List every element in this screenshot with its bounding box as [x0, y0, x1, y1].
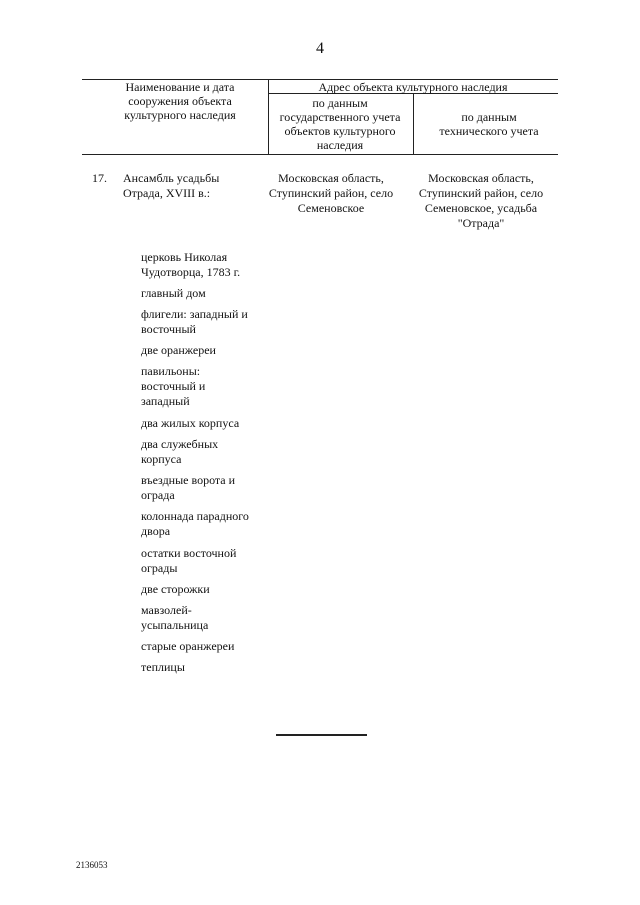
header-technical-record: по данным технического учета — [439, 110, 539, 138]
header-address: Адрес объекта культурного наследия — [318, 80, 508, 94]
component-item: теплицы — [141, 660, 185, 674]
component-item: две оранжереи — [141, 343, 216, 357]
address-technical-record: Московская область, Ступинский район, село Семеновское, усадьба "Отрада" — [418, 171, 544, 230]
end-separator — [276, 734, 367, 736]
header-state-record: по данным государственного учета объектов культурного наследия — [279, 96, 401, 152]
object-name: Ансамбль усадьбы Отрада, XVIII в.: — [123, 171, 220, 200]
document-id: 2136053 — [76, 860, 108, 870]
component-item: старые оранжереи — [141, 639, 235, 653]
component-item: мавзолей-усыпальница — [141, 603, 209, 632]
component-item: церковь Николая Чудотворца, 1783 г. — [141, 250, 241, 279]
component-item: два служебных корпуса — [141, 437, 219, 466]
header-divider-sub — [413, 93, 414, 154]
address-state-record: Московская область, Ступинский район, село Семеновское — [268, 171, 394, 215]
component-item: две сторожки — [141, 582, 210, 596]
table-header-bottom-rule — [82, 154, 558, 155]
component-item: павильоны: восточный и западный — [141, 364, 206, 408]
header-name-date: Наименование и дата сооружения объекта культурного наследия — [124, 80, 236, 122]
component-item: остатки восточной ограды — [141, 546, 237, 575]
component-item: главный дом — [141, 286, 206, 300]
component-item: въездные ворота и ограда — [141, 473, 236, 502]
page-number: 4 — [316, 40, 324, 57]
component-item: колоннада парадного двора — [141, 509, 249, 538]
row-number: 17. — [92, 171, 107, 185]
component-item: флигели: западный и восточный — [141, 307, 248, 336]
component-item: два жилых корпуса — [141, 416, 240, 430]
